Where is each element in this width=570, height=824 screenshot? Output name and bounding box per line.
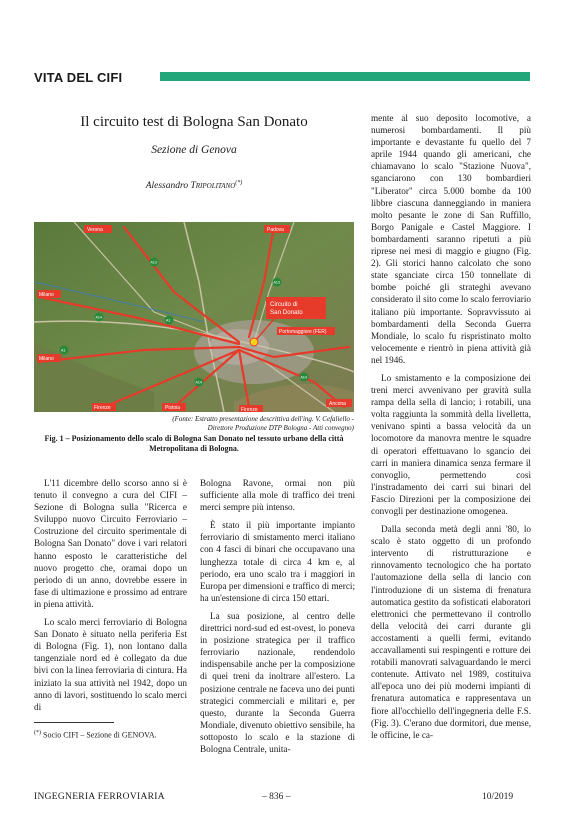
- label-firenze-2: Firenze: [241, 407, 258, 412]
- label-pistoia: Pistoia: [165, 405, 181, 411]
- label-verona: Verona: [87, 227, 103, 233]
- paragraph: mente al suo deposito locomotive, a numerosi bombardamenti. Il più importante e devastante fu quello del 7 aprile 1944 quando gli americani, che chiamavano lo scalo "Stazione Nuova", sganciarono con 130 bombardieri "Liberator" circa 5.000 bombe da 100 libbre ciascuna danneggiando in maniera molto pesante le zone di San Ruffillo, Borgo Panigale e Castel Maggiore. I bombardamenti saranno ripetuti a più riprese nei mesi di maggio e giugno (Fig. 2). Gli storici hanno calcolato che sono state sganciate circa 150 tonnellate di bombe poiché gli strateghi avevano considerato il sito come lo scalo ferroviario italiano più importante. Sopravvissuto ai bombardamenti della Seconda Guerra Mondiale, lo scalo fu rispristinato molto velocemente e rientrò in piena attività già nel 1946.: [371, 113, 531, 365]
- article-author: [34, 180, 354, 191]
- footer-page-number: – 836 –: [262, 792, 291, 802]
- paragraph: Bologna Ravone, ormai non più sufficiente alla mole di traffico dei treni merci sempre più intenso.: [200, 478, 355, 513]
- figure-source: [34, 415, 354, 433]
- body-column-1: [34, 477, 187, 719]
- paragraph: Lo smistamento e la composizione dei treni merci avvenivano per gravità sulla rampa della sella di lancio; i rotabili, una volta raggiunta la sommità della livelletta, venivano spinti a bassa velocità da un locomotore da manovra mentre le squadre di operatori effettuavano lo sgancio dei carri in maniera dinamica senza fermare il convoglio, permettendo così l'instradamento dei carri sui binari del Fascio Direzioni per la composizione dei convogli per destinazione omogenea.: [371, 372, 531, 516]
- footnote-text: Socio CIFI – Sezione di GENOVA.: [41, 730, 157, 740]
- footnote-mark: (*): [34, 730, 41, 736]
- figure-map: [34, 222, 354, 412]
- header-accent-bar: [160, 72, 530, 81]
- label-ancona: Ancona: [329, 401, 346, 407]
- road-marker: A13: [150, 260, 157, 265]
- callout-label: Circuito di San Donato: [270, 301, 303, 316]
- body-column-2: [200, 477, 355, 761]
- footnote-divider: [34, 722, 114, 723]
- label-milano: Milano: [39, 292, 54, 298]
- road-marker: A14: [195, 380, 202, 385]
- footnote: [34, 730, 157, 740]
- road-marker: A13: [273, 280, 280, 285]
- paragraph: È stato il più importante impianto ferroviario di smistamento merci italiano con 4 fasci di binari che occupavano una lunghezza totale di circa 4 km e, al periodo, era uno scalo tra i maggiori in Europa per dimensioni e traffico di merci; ha un'estensione di circa 150 ettari.: [200, 520, 355, 603]
- road-marker: A14: [300, 375, 307, 380]
- label-firenze: Firenze: [94, 405, 111, 411]
- author-name: Alessandro: [145, 181, 189, 192]
- paragraph: Dalla seconda metà degli anni '80, lo scalo è stato oggetto di un profondo intervento di ristrutturazione e rinnovamento tecnologico che ha portato l'automazione della sella di lancio con l'introduzione di un sistema di frenatura automatica gestito da sofisticati elaboratori elettronici che permettevano il controllo della velocità dei carri durante gli accostamenti a quelli fermi, evitando accavallamenti sui respingenti e rotture dei rotabili manovrati salvaguardando le merci contenute. Attivato nel 1989, costituiva all'epoca uno dei più moderni impianti di frenatura automatica e rappresentava un fiore all'occhiello dell'ingegneria delle F.S. (Fig. 3). C'erano due dormitori, due mense, le officine, le ca-: [371, 524, 531, 740]
- paragraph: Lo scalo merci ferroviario di Bologna San Donato è situato nella periferia Est di Bologna (Fig. 1), non lontano dalla tangenziale nord ed è collegato da due bivi con la linea ferroviaria di cintura. Ha iniziato la sua attività nel 1942, dopo un anno di lavori, sostituendo lo scalo merci di: [34, 617, 187, 712]
- footer-journal: INGEGNERIA FERROVIARIA: [34, 792, 165, 802]
- article-subtitle: Sezione di Genova: [151, 144, 237, 156]
- article-title: Il circuito test di Bologna San Donato: [80, 114, 308, 130]
- paragraph: L'11 dicembre dello scorso anno si è tenuto il convegno a cura del CIFI – Sezione di Bologna sulla "Ricerca e Sviluppo nuovo Circuito Ferroviario – Costruzione del circuito sperimentale di Bologna San Donato" dove i vari relatori hanno esposto le caratteristiche del nuovo progetto che, oramai dopo un periodo di un anno, dovrebbe essere in fase di ultimazione e prossimo ad entrare in piena attività.: [34, 478, 187, 609]
- body-column-3: [371, 112, 531, 747]
- author-surname: Tripolitano: [190, 181, 236, 192]
- paragraph: La sua posizione, al centro delle direttrici nord-sud ed est-ovest, lo poneva in posizione strategica per il traffico ferroviario nazionale, rendendolo indispensabile anche per la composizione di quei treni da inoltrare all'estero. La posizione centrale ne faceva uno dei punti strategici commerciali e militari e, per questo, durante la Seconda Guerra Mondiale, divenuto obiettivo sensibile, ha sottoposto lo scalo e la stazione di Bologna Centrale, unita-: [200, 610, 355, 754]
- label-portomaggiore: Portomaggiore (FER): [279, 329, 327, 335]
- figure-source-line-2: Direttore Produzione DTP Bologna - Atti convegno): [207, 424, 354, 432]
- section-header: VITA DEL CIFI: [34, 70, 123, 85]
- figure-caption: Fig. 1 – Posizionamento dello scalo di Bologna San Donato nel tessuto urbano della città Metropolitana di Bologna.: [44, 434, 344, 453]
- author-mark: (*): [235, 180, 243, 186]
- figure-source-line-1: (Fonte: Estratto presentazione descrittiva dell'ing. V. Cefaliello -: [172, 415, 354, 423]
- label-padova: Padova: [267, 227, 284, 233]
- road-marker: A1: [166, 318, 171, 323]
- footer-issue: 10/2019: [482, 792, 514, 802]
- road-marker: A14: [95, 315, 102, 320]
- label-milano-2: Milano: [39, 356, 54, 362]
- road-marker: A1: [61, 348, 66, 353]
